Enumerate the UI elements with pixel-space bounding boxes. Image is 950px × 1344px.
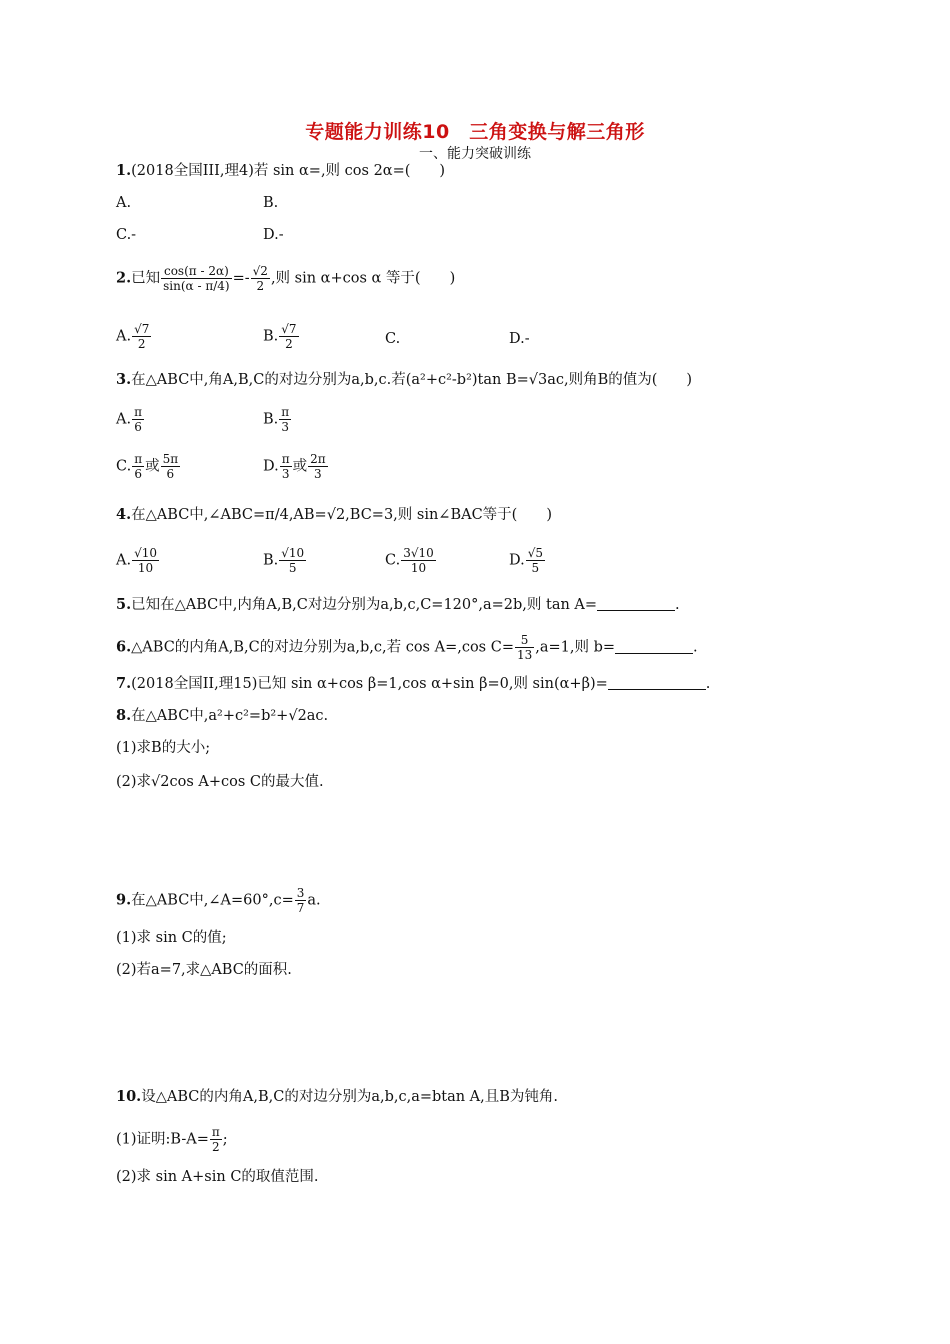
fraction-numerator: √5 — [527, 546, 543, 560]
fraction — [295, 886, 307, 915]
question-number: 5. — [116, 596, 132, 613]
q3-option-c — [116, 452, 181, 481]
fraction-numerator: cos(π - 2α) — [161, 264, 231, 279]
option-label: B. — [263, 411, 279, 428]
fraction — [401, 546, 436, 575]
q4-option-d — [509, 546, 546, 575]
question-3 — [116, 370, 692, 390]
fraction-denominator: 10 — [137, 561, 154, 575]
question-number: 10. — [116, 1088, 142, 1105]
question-6 — [116, 633, 698, 662]
question-2 — [116, 264, 455, 293]
fraction — [308, 452, 328, 481]
fraction-numerator: π — [281, 405, 290, 419]
question-stem: (2018全国II,理15)已知 sin α+cos β=1,cos α+sin β=0,则 sin(α+β)= — [131, 676, 608, 692]
fraction — [161, 264, 231, 293]
q1-option-b: B. — [263, 195, 279, 211]
q1-option-c: C.- — [116, 227, 137, 243]
q9-part-1: (1)求 sin C的值; — [116, 930, 227, 946]
fraction-numerator: 3 — [296, 886, 305, 900]
fraction — [280, 452, 292, 481]
fraction-denominator: 3 — [281, 420, 290, 434]
fraction-denominator: 10 — [410, 561, 427, 575]
fraction — [132, 322, 151, 351]
question-stem-post: ,则 sin α+cos α 等于( ) — [270, 270, 456, 287]
option-label: A. — [116, 411, 132, 428]
q3-option-a — [116, 405, 145, 434]
answer-blank[interactable] — [597, 596, 675, 611]
fraction — [251, 264, 270, 293]
question-5 — [116, 595, 680, 615]
q2-option-c: C. — [385, 331, 401, 347]
question-7 — [116, 674, 710, 694]
question-stem: 设△ABC的内角A,B,C的对边分别为a,b,c,a=btan A,且B为钝角. — [141, 1089, 559, 1105]
q10-part-1 — [116, 1125, 228, 1154]
fraction-denominator: 2 — [212, 1140, 220, 1154]
question-stem-pre: 已知 — [131, 270, 161, 287]
question-number: 2. — [116, 269, 132, 287]
fraction-denominator: 2 — [285, 337, 293, 351]
question-stem: (2018全国III,理4)若 sin α=,则 cos 2α=( ) — [131, 163, 446, 179]
question-stem-post: a. — [307, 892, 321, 909]
fraction-numerator: √10 — [134, 546, 158, 560]
answer-blank[interactable] — [615, 639, 693, 654]
fraction-denominator: 5 — [288, 561, 297, 575]
question-10 — [116, 1087, 558, 1107]
answer-blank[interactable] — [608, 675, 706, 690]
fraction-denominator: 6 — [134, 467, 142, 481]
question-9 — [116, 886, 321, 915]
fraction-numerator: π — [134, 452, 143, 466]
question-number: 8. — [116, 707, 132, 724]
question-number: 1. — [116, 162, 132, 179]
fraction-denominator: 3 — [314, 467, 322, 481]
question-stem-post: ,a=1,则 b= — [535, 639, 616, 656]
q3-option-d — [263, 452, 329, 481]
fraction-numerator: π — [281, 452, 290, 466]
q2-option-a — [116, 322, 152, 351]
question-number: 3. — [116, 371, 132, 388]
q9-part-2: (2)若a=7,求△ABC的面积. — [116, 962, 292, 978]
fraction-denominator: sin(α - π/4) — [163, 279, 230, 293]
option-label: D. — [509, 552, 525, 569]
fraction-numerator: 5 — [515, 633, 534, 648]
question-4 — [116, 505, 552, 525]
fraction-numerator: √2 — [252, 264, 268, 278]
fraction — [515, 633, 534, 662]
fraction-numerator: 2π — [310, 452, 326, 466]
q4-option-c — [385, 546, 437, 575]
fraction-denominator: 6 — [134, 420, 142, 434]
option-label: C. — [385, 552, 401, 569]
question-number: 6. — [116, 638, 132, 656]
question-stem: 在△ABC中,a²+c²=b²+√2ac. — [131, 708, 329, 724]
fraction-numerator: π — [211, 1125, 220, 1139]
fraction-numerator: √7 — [134, 322, 150, 336]
period: . — [675, 597, 680, 613]
question-8 — [116, 706, 328, 726]
fraction — [161, 452, 181, 481]
fraction — [279, 322, 298, 351]
option-label: B. — [263, 328, 279, 345]
option-label: A. — [116, 328, 132, 345]
fraction-denominator: 13 — [516, 648, 533, 662]
q8-part-2: (2)求√2cos A+cos C的最大值. — [116, 774, 324, 790]
question-stem: 已知在△ABC中,内角A,B,C对边分别为a,b,c,C=120°,a=2b,则 tan A= — [131, 597, 598, 613]
question-stem: 在△ABC中,∠ABC=π/4,AB=√2,BC=3,则 sin∠BAC等于( ) — [131, 507, 552, 523]
fraction-numerator: √10 — [281, 546, 305, 560]
q2-option-d: D.- — [509, 331, 530, 347]
or-text: 或 — [145, 458, 160, 475]
fraction-denominator: 6 — [166, 467, 175, 481]
period: . — [705, 676, 711, 692]
question-number: 4. — [116, 506, 132, 523]
period: . — [693, 639, 698, 656]
semicolon: ; — [222, 1131, 228, 1148]
page-title: 专题能力训练10 三角变换与解三角形 — [305, 121, 645, 143]
question-1 — [116, 161, 445, 181]
option-label: D. — [263, 458, 279, 475]
option-label: A. — [116, 552, 132, 569]
option-label: B. — [263, 552, 279, 569]
fraction-numerator: 5π — [162, 452, 179, 466]
fraction — [526, 546, 545, 575]
question-number: 9. — [116, 891, 132, 909]
fraction-numerator: π — [134, 405, 142, 419]
question-stem: 在△ABC中,角A,B,C的对边分别为a,b,c.若(a²+c²-b²)tan B=√3ac,则角B的值为( ) — [131, 372, 693, 388]
fraction — [279, 405, 291, 434]
fraction — [132, 546, 159, 575]
fraction-denominator: 7 — [296, 901, 305, 915]
equals-sign: =- — [232, 270, 250, 287]
q4-option-b — [263, 546, 307, 575]
q4-option-a — [116, 546, 160, 575]
section-subtitle: 一、能力突破训练 — [419, 146, 531, 162]
fraction — [279, 546, 306, 575]
q1-option-d: D.- — [263, 227, 284, 243]
fraction-numerator: √7 — [281, 322, 297, 336]
fraction-denominator: 2 — [137, 337, 146, 351]
part-text: (1)证明:B-A= — [116, 1131, 209, 1148]
fraction-denominator: 5 — [531, 561, 540, 575]
fraction-numerator: 3√10 — [403, 546, 434, 560]
q10-part-2: (2)求 sin A+sin C的取值范围. — [116, 1169, 319, 1185]
q2-option-b — [263, 322, 300, 351]
fraction-denominator: 3 — [281, 467, 290, 481]
q3-option-b — [263, 405, 292, 434]
question-stem-pre: △ABC的内角A,B,C的对边分别为a,b,c,若 cos A=,cos C= — [131, 639, 514, 656]
option-label: C. — [116, 458, 132, 475]
fraction — [132, 452, 144, 481]
q1-option-a: A. — [116, 195, 132, 211]
fraction — [210, 1125, 222, 1154]
question-number: 7. — [116, 675, 132, 692]
fraction-denominator: 2 — [256, 279, 265, 293]
fraction — [132, 405, 144, 434]
or-text: 或 — [292, 458, 308, 475]
question-stem-pre: 在△ABC中,∠A=60°,c= — [131, 892, 294, 909]
q8-part-1: (1)求B的大小; — [116, 740, 211, 756]
